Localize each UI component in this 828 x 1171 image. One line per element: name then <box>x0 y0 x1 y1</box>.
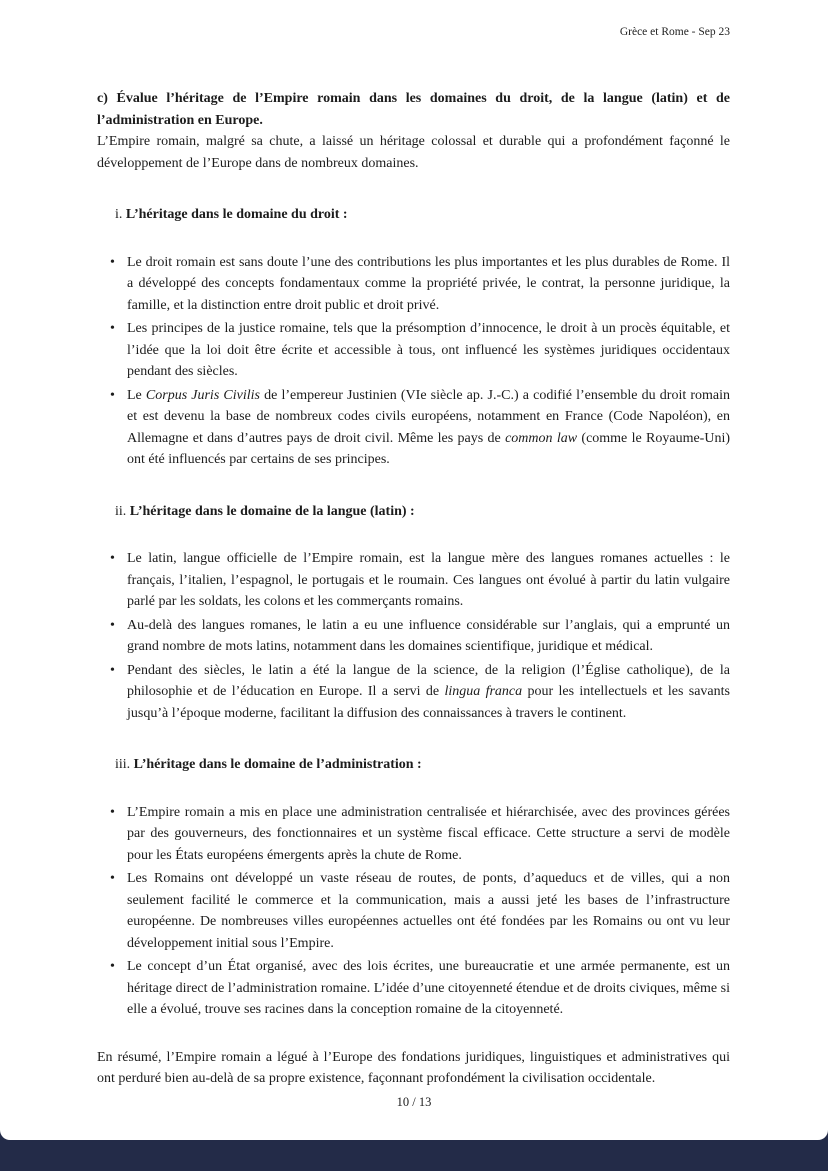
conclusion-paragraph: En résumé, l’Empire romain a légué à l’Europe des fondations juridiques, linguistiques et administratives qui ont perduré bien au-delà de sa propre existence, façonnant profondément la civilisation occidentale. <box>97 1049 730 1086</box>
bullet-marker-icon: • <box>110 387 115 403</box>
italic-text-segment: lingua franca <box>444 684 523 699</box>
text-segment: Le latin, langue officielle de l’Empire romain, est la langue mère des langues romanes actuelles : le français, l’italien, l’espagnol, le portugais et le roumain. Ces langues ont évolué à partir du latin vulgaire parlé par les soldats, les colons et les commerçants romains. <box>127 551 730 609</box>
page-footer <box>0 1095 828 1110</box>
section-number: iii. <box>115 757 134 772</box>
text-segment: Le <box>127 387 146 403</box>
bullet-item <box>97 615 730 658</box>
bullet-item <box>97 802 730 867</box>
bullet-marker-icon: • <box>110 804 115 820</box>
section-heading <box>115 501 730 523</box>
page-number: 10 / 13 <box>396 1095 432 1109</box>
bullet-item <box>97 548 730 613</box>
section-number: ii. <box>115 503 130 519</box>
bullet-item <box>97 660 730 725</box>
section-title: L’héritage dans le domaine de la langue (latin) : <box>129 503 415 519</box>
question-title: c) Évalue l’héritage de l’Empire romain dans les domaines du droit, de la langue (latin) et de l’administration en Europe. <box>97 91 730 128</box>
bullet-item <box>97 956 730 1021</box>
intro-paragraph: L’Empire romain, malgré sa chute, a laissé un héritage colossal et durable qui a profondément façonné le développement de l’Europe dans de nombreux domaines. <box>97 134 730 171</box>
text-segment: Au-delà des langues romanes, le latin a eu une influence considérable sur l’anglais, qui a emprunté un grand nombre de mots latins, notamment dans les domaines scientifique, juridique et médical. <box>127 617 730 654</box>
section-title: L’héritage dans le domaine de l’administration : <box>133 757 422 772</box>
section-heading <box>115 754 730 776</box>
bullet-marker-icon: • <box>110 959 115 974</box>
bullet-item <box>97 252 730 317</box>
bullet-marker-icon: • <box>110 871 115 886</box>
bullet-marker-icon: • <box>110 617 115 633</box>
text-segment: (comme le Royaume-Uni) ont été influencés par certains de ses principes. <box>127 430 731 467</box>
text-segment: pour les intellectuels et les savants jusqu’à l’époque moderne, facilitant la diffusion des connaissances à travers le continent. <box>127 684 730 721</box>
bullet-list <box>97 548 730 724</box>
text-segment: Pendant des siècles, le latin a été la langue de la science, de la religion (l’Église catholique), de la philosophie et de l’éducation en Europe. Il a servi de <box>127 662 730 699</box>
text-segment: Les Romains ont développé un vaste réseau de routes, de ponts, d’aqueducs et de villes, qui a non seulement facilité le commerce et la communication, mais a aussi jeté les bases de l’infrastructure européenne. De nombreuses villes européennes actuelles ont été fondées par les Romains ou ont vu leur développement initial sous l’Empire. <box>127 871 730 951</box>
section-heading <box>115 204 730 226</box>
page-header <box>620 26 730 38</box>
bullet-item <box>97 868 730 954</box>
text-segment: Le droit romain est sans doute l’une des contributions les plus importantes et les plus durables de Rome. Il a développé des concepts fondamentaux comme la propriété privée, le contrat, la personne juridique, la famille, et la distinction entre droit public et droit privé. <box>127 254 730 313</box>
bullet-item <box>97 318 730 383</box>
italic-text-segment: Corpus Juris Civilis <box>145 387 260 403</box>
sections-container <box>97 204 730 1021</box>
header-course-label: Grèce et Rome - Sep 23 <box>619 26 730 38</box>
text-segment: L’Empire romain a mis en place une administration centralisée et hiérarchisée, avec des provinces gérées par des gouverneurs, des fonctionnaires et un système fiscal efficace. Cette structure a servi de modèle pour les États européens émergents après la chute de Rome. <box>127 804 730 863</box>
section-number: i. <box>115 207 126 222</box>
bullet-marker-icon: • <box>110 662 115 678</box>
bullet-marker-icon: • <box>110 321 115 336</box>
bullet-list <box>97 802 730 1021</box>
italic-text-segment: common law <box>505 430 578 446</box>
bullet-marker-icon: • <box>110 254 115 270</box>
bullet-list <box>97 252 730 471</box>
text-segment: de l’empereur Justinien (VIe siècle ap. J.-C.) a codifié l’ensemble du droit romain et est devenu la base de nombreux codes civils européens, notamment en France (Code Napoléon), en Allemagne et dans d’autres pays de droit civil. Même les pays de <box>127 387 731 446</box>
bullet-marker-icon: • <box>110 551 115 566</box>
bullet-item <box>97 385 730 471</box>
text-segment: Le concept d’un État organisé, avec des lois écrites, une bureaucratie et une armée permanente, est un héritage direct de l’administration romaine. L’idée d’une citoyenneté étendue et de droits civiques, même si elle a évolué, trouve ses racines dans la conception romaine de la citoyenneté. <box>127 959 730 1017</box>
document-content <box>97 88 730 1090</box>
viewer-bottom-bar <box>0 1140 828 1171</box>
section-title: L’héritage dans le domaine du droit : <box>125 207 348 222</box>
text-segment: Les principes de la justice romaine, tels que la présomption d’innocence, le droit à un procès équitable, et l’idée que la loi doit être écrite et accessible à tous, ont influencé les systèmes juridiques occidentaux pendant des siècles. <box>127 321 730 379</box>
